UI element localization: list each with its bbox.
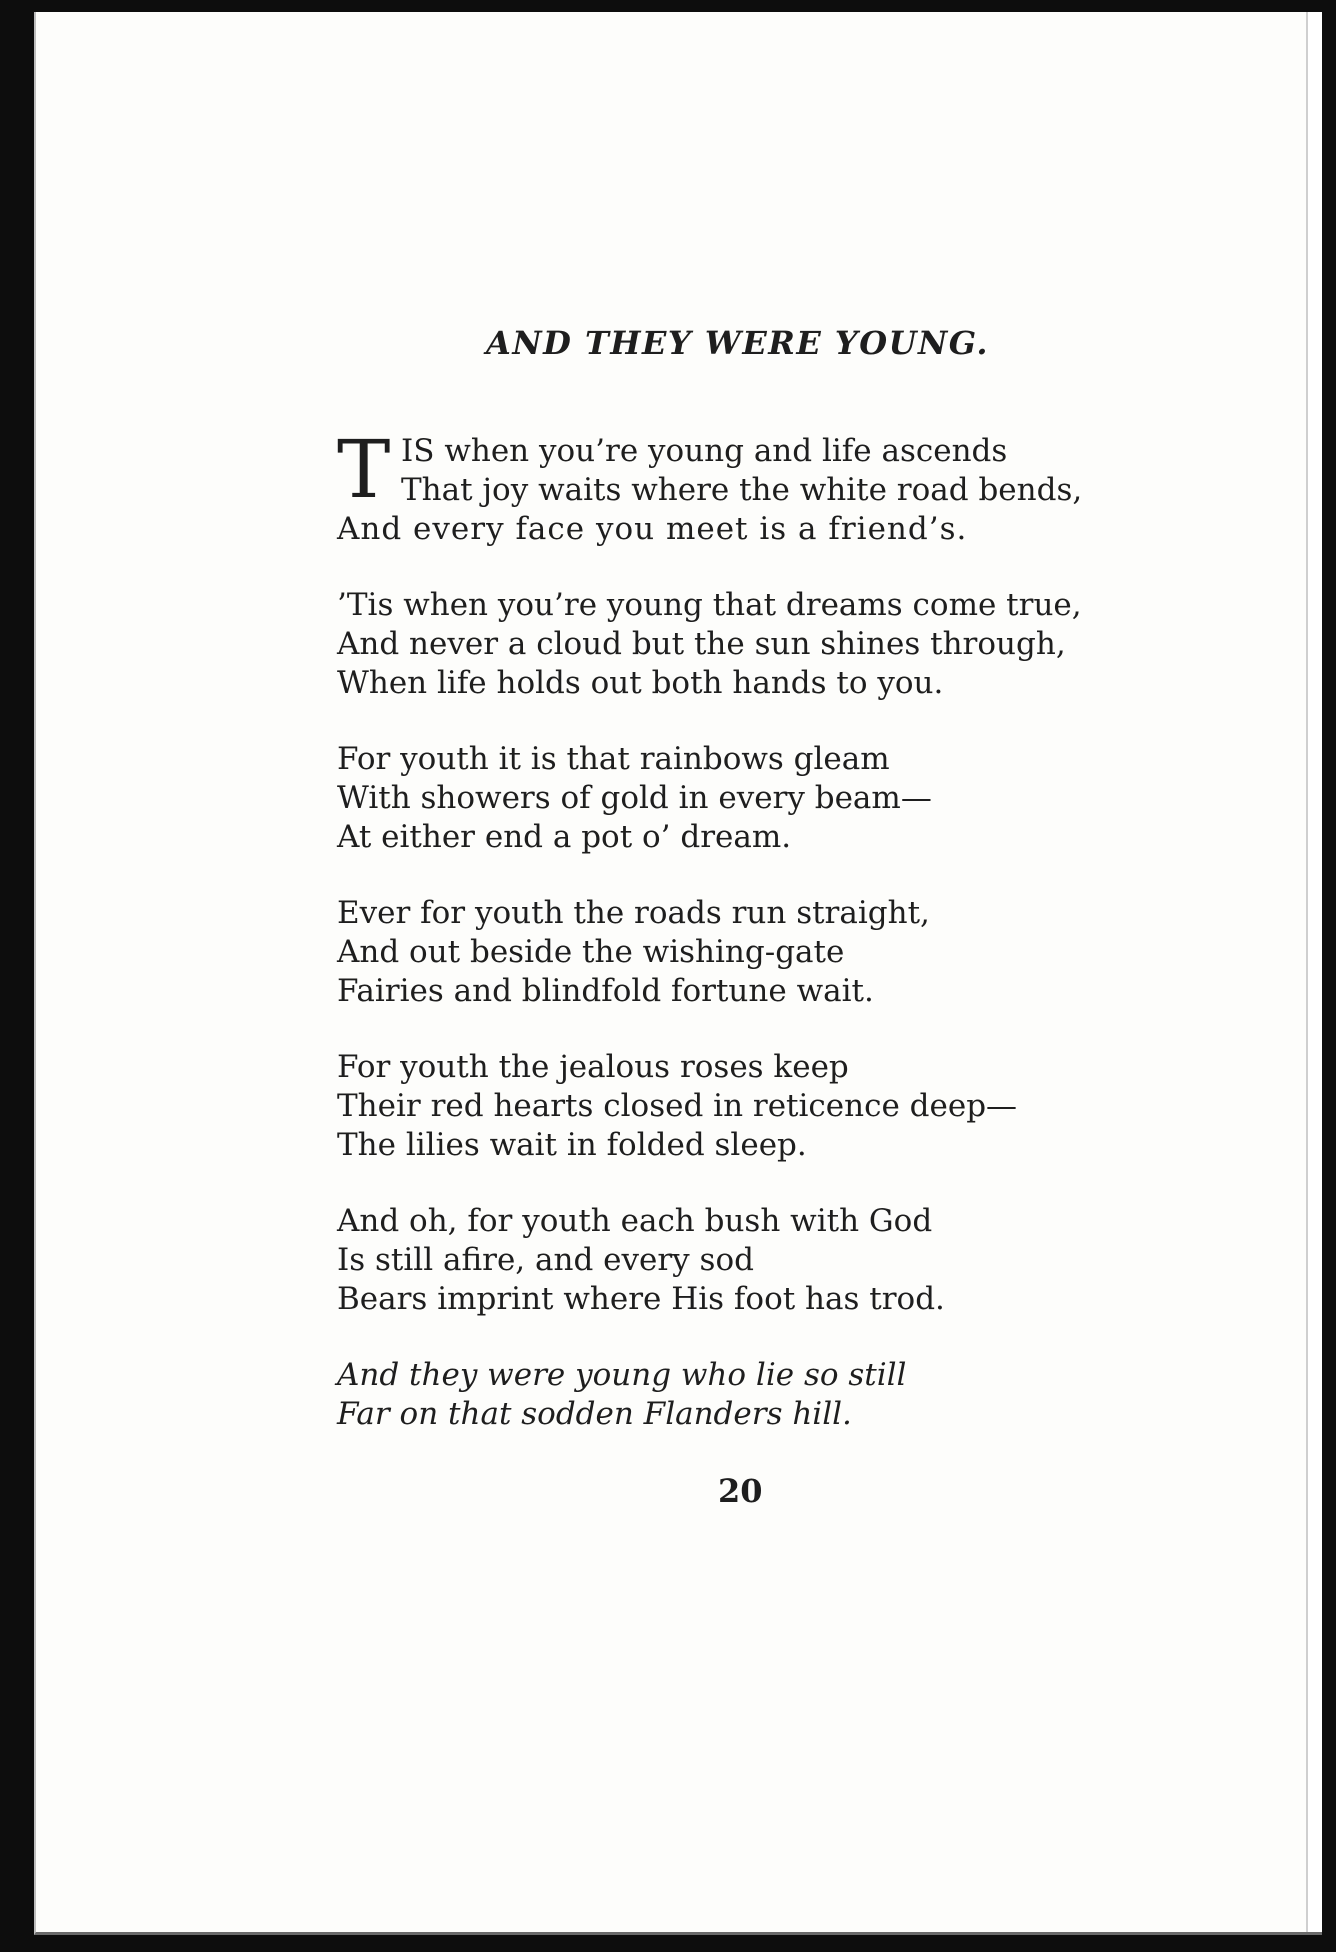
poem-line: Far on that sodden Flanders hill. <box>337 1396 852 1432</box>
stanza-6 <box>337 1202 1157 1319</box>
stanza-2 <box>337 586 1157 703</box>
poem-line: For youth it is that rainbows gleam <box>337 741 890 777</box>
poem-line: For youth the jealous roses keep <box>337 1049 849 1085</box>
closing-stanza <box>337 1356 1157 1434</box>
page-number-text: 20 <box>718 1472 763 1510</box>
stanza-4 <box>337 894 1157 1011</box>
poem-line: That joy waits where the white road bends, <box>401 472 1083 508</box>
drop-cap: T <box>337 423 391 516</box>
poem-line: And out beside the wishing-gate <box>337 934 845 970</box>
poem-line: And they were young who lie so still <box>337 1357 907 1393</box>
poem-line: And every face you meet is a friend’s. <box>337 511 968 547</box>
poem-body <box>337 423 1157 1471</box>
stanza-3 <box>337 740 1157 857</box>
page-right-edge <box>1306 12 1322 1932</box>
poem-line: And oh, for youth each bush with God <box>337 1203 933 1239</box>
poem-line: Their red hearts closed in reticence deep— <box>337 1088 1018 1124</box>
poem-title-text: AND THEY WERE YOUNG. <box>486 324 990 362</box>
poem-line: Bears imprint where His foot has trod. <box>337 1281 945 1317</box>
poem-line: And never a cloud but the sun shines through, <box>337 626 1066 662</box>
stanza-5 <box>337 1048 1157 1165</box>
poem-line: Fairies and blindfold fortune wait. <box>337 973 874 1009</box>
poem-line: ’Tis when you’re young that dreams come true, <box>337 587 1082 623</box>
poem-line: Is still afire, and every sod <box>337 1242 754 1278</box>
poem-line: When life holds out both hands to you. <box>337 665 944 701</box>
poem-line: With showers of gold in every beam— <box>337 780 932 816</box>
stanza-1 <box>337 423 1157 549</box>
poem-line: The lilies wait in folded sleep. <box>337 1127 807 1163</box>
poem-line: Ever for youth the roads run straight, <box>337 895 930 931</box>
poem-line: IS when you’re young and life ascends <box>401 433 1008 469</box>
poem-line: At either end a pot o’ dream. <box>337 819 792 855</box>
